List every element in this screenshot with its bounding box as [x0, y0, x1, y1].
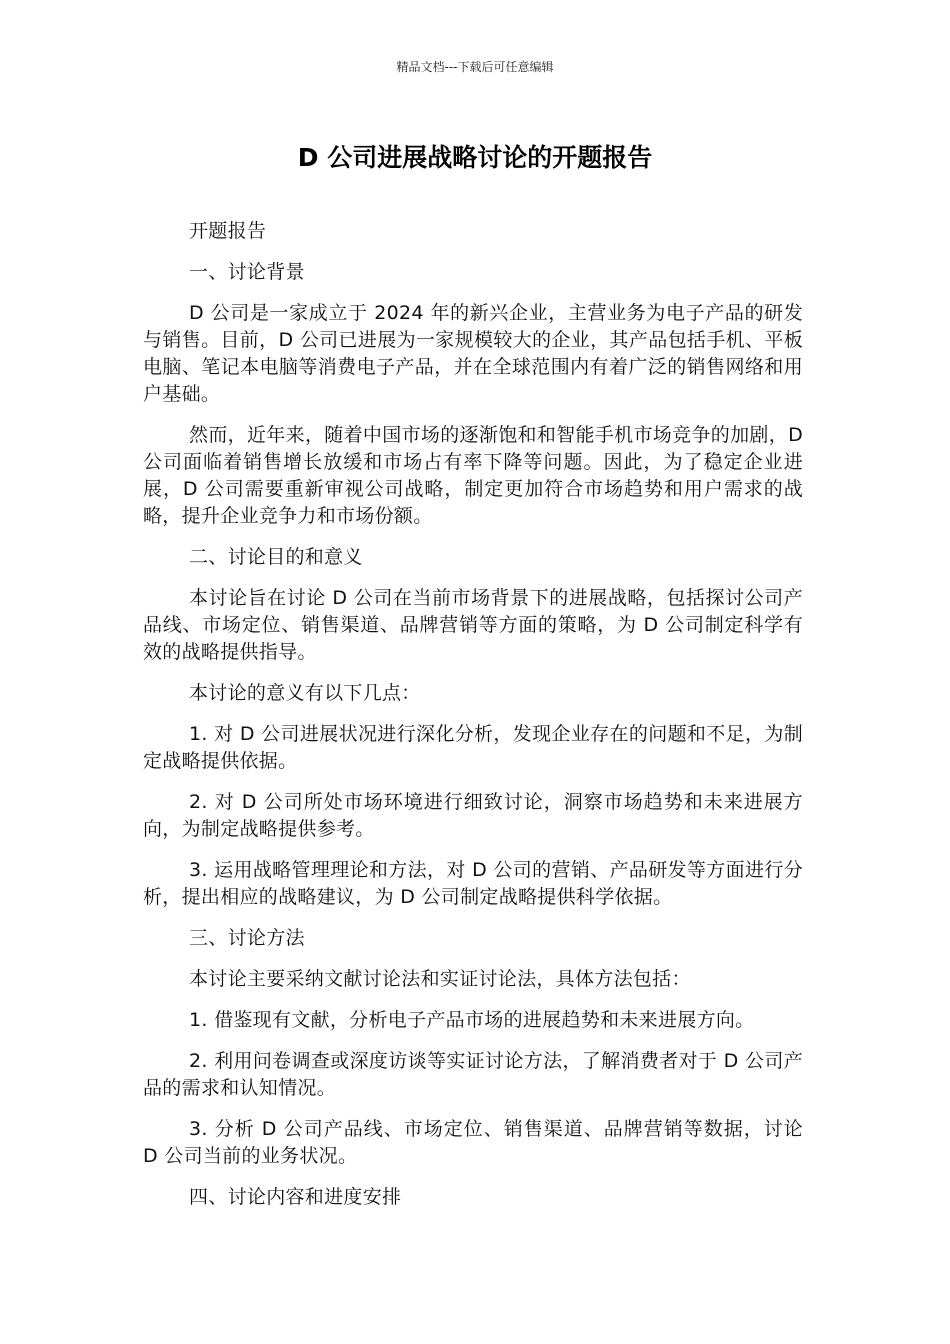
section-heading-purpose: 二、讨论目的和意义 — [189, 546, 363, 568]
paragraph: D 公司是一家成立于 2024 年的新兴企业，主营业务为电子产品的研发与销售。目前，D 公司已进展为一家规模较大的企业，其产品包括手机、平板电脑、笔记本电脑等消费电子产品，并在全球范围内有着广泛的销售网络和用户基础。 — [143, 302, 803, 405]
paragraph: 本讨论主要采纳文献讨论法和实证讨论法，具体方法包括： — [189, 968, 691, 990]
document-title: D 公司进展战略讨论的开题报告 — [297, 143, 653, 172]
paragraph: 然而，近年来，随着中国市场的逐渐饱和和智能手机市场竞争的加剧，D 公司面临着销售增长放缓和市场占有率下降等问题。因此，为了稳定企业进展，D 公司需要重新审视公司战略，制定更加符合市场趋势和用户需求的战略，提升企业竞争力和市场份额。 — [143, 424, 803, 527]
section-heading-background: 一、讨论背景 — [189, 261, 305, 283]
list-item: 1. 借鉴现有文献，分析电子产品市场的进展趋势和未来进展方向。 — [189, 1009, 755, 1031]
paragraph: 本讨论旨在讨论 D 公司在当前市场背景下的进展战略，包括探讨公司产品线、市场定位、销售渠道、品牌营销等方面的策略，为 D 公司制定科学有效的战略提供指导。 — [143, 587, 803, 663]
section-heading-schedule: 四、讨论内容和进度安排 — [189, 1186, 402, 1208]
section-heading-method: 三、讨论方法 — [189, 927, 305, 949]
paragraph: 本讨论的意义有以下几点： — [189, 682, 421, 704]
header-note: 精品文档---下载后可任意编辑 — [396, 60, 554, 74]
section-label: 开题报告 — [189, 220, 267, 242]
list-item: 2. 对 D 公司所处市场环境进行细致讨论，洞察市场趋势和未来进展方向，为制定战略提供参考。 — [143, 791, 803, 840]
list-item: 3. 运用战略管理理论和方法，对 D 公司的营销、产品研发等方面进行分析，提出相应的战略建议，为 D 公司制定战略提供科学依据。 — [143, 859, 803, 908]
list-item: 3. 分析 D 公司产品线、市场定位、销售渠道、品牌营销等数据，讨论 D 公司当前的业务状况。 — [143, 1118, 803, 1167]
list-item: 1. 对 D 公司进展状况进行深化分析，发现企业存在的问题和不足，为制定战略提供依据。 — [143, 723, 803, 772]
list-item: 2. 利用问卷调查或深度访谈等实证讨论方法，了解消费者对于 D 公司产品的需求和认知情况。 — [143, 1050, 803, 1099]
document-body — [143, 218, 803, 1225]
